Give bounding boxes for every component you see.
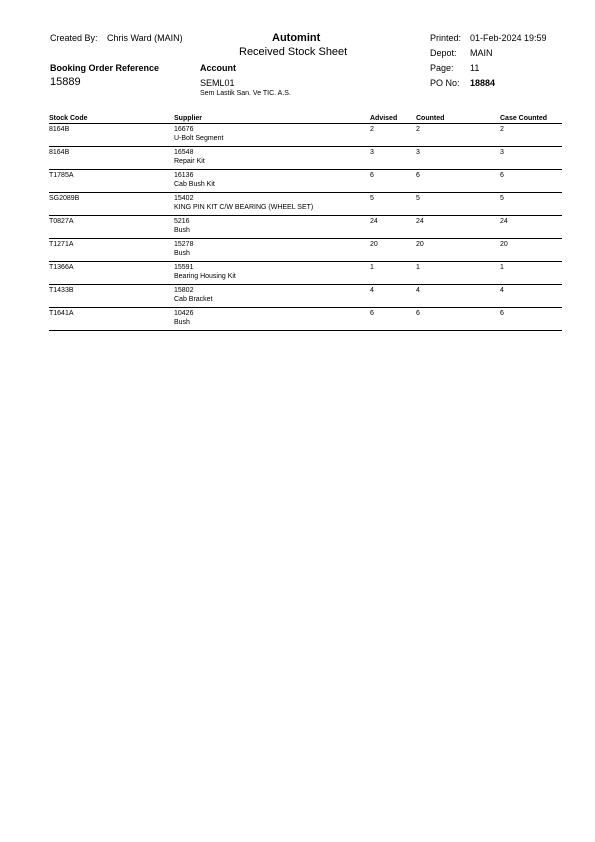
stock-code-cell: T1433B [49, 287, 74, 294]
col-case-counted: Case Counted [500, 114, 562, 124]
table-row [49, 216, 562, 239]
counted-cell: 20 [416, 241, 424, 248]
page-value: 11 [470, 63, 480, 73]
description-cell: Cab Bracket [174, 295, 213, 303]
stock-code-cell: 8164B [49, 149, 70, 156]
case-counted-cell: 4 [500, 287, 504, 294]
counted-cell: 2 [416, 126, 420, 133]
case-counted-cell: 5 [500, 195, 504, 202]
description-cell: Bush [174, 226, 190, 234]
advised-cell: 5 [370, 195, 374, 202]
created-by-label: Created By: [50, 33, 98, 43]
supplier-code-cell: 16548 [174, 149, 194, 156]
description-cell: Bearing Housing Kit [174, 272, 236, 280]
case-counted-cell: 1 [500, 264, 504, 271]
col-supplier: Supplier [174, 114, 370, 124]
account-code: SEML01 [200, 78, 235, 88]
counted-cell: 5 [416, 195, 420, 202]
stock-code-cell: SG2089B [49, 195, 80, 202]
counted-cell: 24 [416, 218, 424, 225]
case-counted-cell: 20 [500, 241, 508, 248]
supplier-code-cell: 10426 [174, 310, 194, 317]
advised-cell: 1 [370, 264, 374, 271]
case-counted-cell: 6 [500, 310, 504, 317]
advised-cell: 6 [370, 310, 374, 317]
case-counted-cell: 3 [500, 149, 504, 156]
col-counted: Counted [416, 114, 500, 124]
account-label: Account [200, 63, 236, 73]
table-header-row [49, 114, 562, 124]
supplier-code-cell: 16136 [174, 172, 194, 179]
advised-cell: 24 [370, 218, 378, 225]
table-row [49, 308, 562, 331]
case-counted-cell: 6 [500, 172, 504, 179]
company-name: Automint [272, 32, 321, 44]
table-row [49, 285, 562, 308]
description-cell: KING PIN KIT C/W BEARING (WHEEL SET) [174, 203, 314, 211]
advised-cell: 4 [370, 287, 374, 294]
supplier-code-cell: 15802 [174, 287, 194, 294]
printed-value: 01-Feb-2024 19:59 [470, 33, 547, 43]
case-counted-cell: 2 [500, 126, 504, 133]
advised-cell: 20 [370, 241, 378, 248]
description-cell: Bush [174, 318, 190, 326]
col-advised: Advised [370, 114, 416, 124]
supplier-code-cell: 5216 [174, 218, 190, 225]
counted-cell: 4 [416, 287, 420, 294]
booking-ref-label: Booking Order Reference [50, 63, 160, 73]
depot-label: Depot: [430, 48, 457, 58]
depot-value: MAIN [470, 48, 493, 58]
stock-code-cell: T0827A [49, 218, 74, 225]
supplier-code-cell: 15402 [174, 195, 194, 202]
stock-code-cell: T1641A [49, 310, 74, 317]
po-label: PO No: [430, 78, 460, 88]
counted-cell: 1 [416, 264, 420, 271]
description-cell: Cab Bush Kit [174, 180, 215, 188]
report-title: Received Stock Sheet [239, 46, 348, 58]
case-counted-cell: 24 [500, 218, 508, 225]
supplier-code-cell: 16676 [174, 126, 194, 133]
counted-cell: 3 [416, 149, 420, 156]
table-row [49, 193, 562, 216]
stock-code-cell: T1785A [49, 172, 74, 179]
page-label: Page: [430, 63, 454, 73]
printed-label: Printed: [430, 33, 462, 43]
created-by-value: Chris Ward (MAIN) [107, 33, 183, 43]
description-cell: Repair Kit [174, 157, 205, 165]
counted-cell: 6 [416, 172, 420, 179]
table-row [49, 239, 562, 262]
po-value: 18884 [470, 78, 496, 88]
description-cell: Bush [174, 249, 190, 257]
col-stock-code: Stock Code [49, 114, 174, 124]
table-row [49, 147, 562, 170]
stock-code-cell: T1271A [49, 241, 74, 248]
supplier-code-cell: 15278 [174, 241, 194, 248]
advised-cell: 3 [370, 149, 374, 156]
account-name: Sem Lastik San. Ve TIC. A.S. [200, 90, 291, 97]
supplier-code-cell: 15591 [174, 264, 194, 271]
table-row [49, 124, 562, 147]
received-stock-table [49, 114, 562, 331]
stock-code-cell: 8164B [49, 126, 70, 133]
description-cell: U-Bolt Segment [174, 134, 224, 142]
table-row [49, 170, 562, 193]
advised-cell: 2 [370, 126, 374, 133]
stock-code-cell: T1366A [49, 264, 74, 271]
counted-cell: 6 [416, 310, 420, 317]
advised-cell: 6 [370, 172, 374, 179]
table-row [49, 262, 562, 285]
booking-ref-value: 15889 [50, 76, 81, 88]
